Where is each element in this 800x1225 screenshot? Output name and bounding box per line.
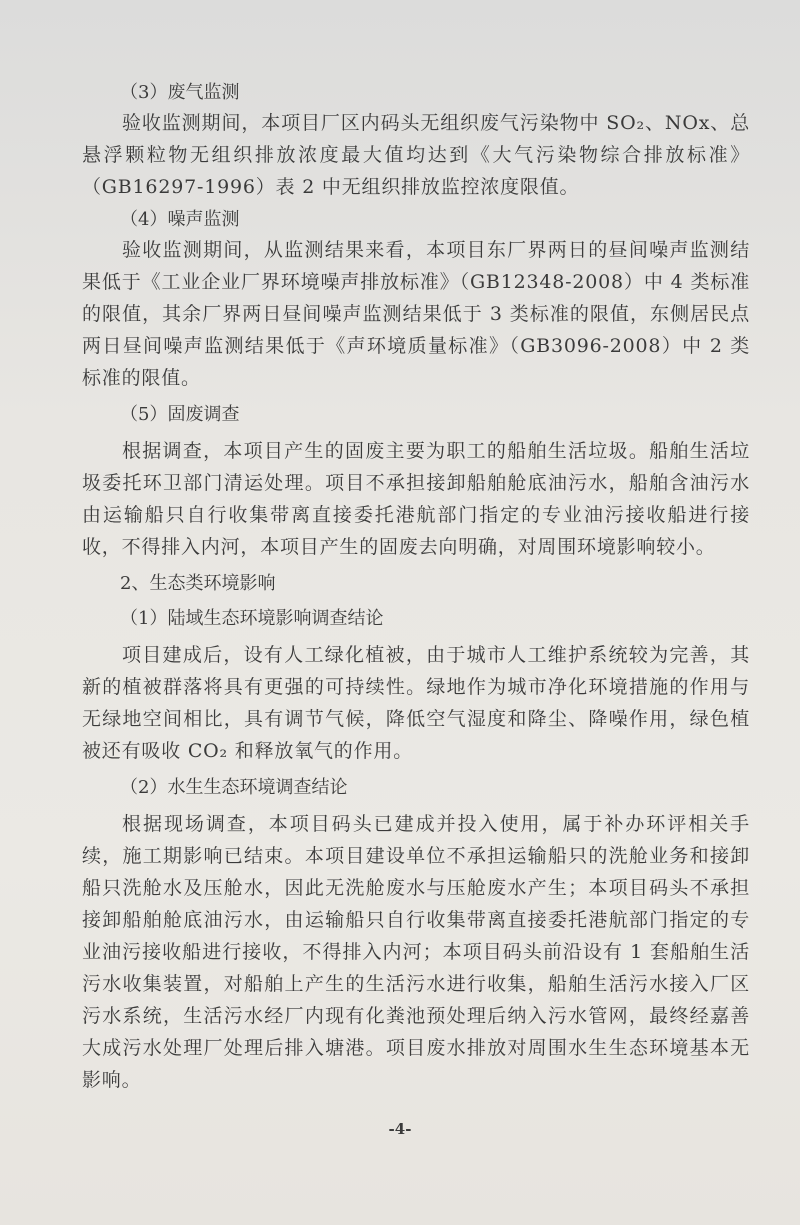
page-content [82,78,750,1098]
para-waste-gas: 验收监测期间，本项目厂区内码头无组织废气污染物中 SO₂、NOx、总悬浮颗粒物无组织排放浓度最大值均达到《大气污染物综合排放标准》（GB16297-1996）表 2 中无组织排放监控浓度限值。 [82,112,750,198]
page-number: -4- [388,1120,412,1138]
para-solid-waste: 根据调查，本项目产生的固废主要为职工的船舶生活垃圾。船舶生活垃圾委托环卫部门清运处理。项目不承担接卸船舶舱底油污水，船舶含油污水由运输船只自行收集带离直接委托港航部门指定的专业油污接收船进行接收，不得排入内河，本项目产生的固废去向明确，对周围环境影响较小。 [82,440,750,558]
para-land-ecology: 项目建成后，设有人工绿化植被，由于城市人工维护系统较为完善，其新的植被群落将具有更强的可持续性。绿地作为城市净化环境措施的作用与无绿地空间相比，具有调节气候，降低空气湿度和降尘、降噪作用，绿色植被还有吸收 CO₂ 和释放氧气的作用。 [82,644,750,762]
section-2-title: 2、生态类环境影响 [120,573,276,594]
heading-waste-gas: （3）废气监测 [120,82,240,103]
heading-water-ecology: （2）水生生态环境调查结论 [120,777,348,798]
heading-solid-waste: （5）固废调查 [120,404,240,425]
heading-noise: （4）噪声监测 [120,209,240,230]
heading-land-ecology: （1）陆域生态环境影响调查结论 [120,608,384,629]
para-water-ecology: 根据现场调查，本项目码头已建成并投入使用，属于补办环评相关手续，施工期影响已结束。本项目建设单位不承担运输船只的洗舱业务和接卸船只洗舱水及压舱水，因此无洗舱废水与压舱废水产生；本项目码头不承担接卸船舶舱底油污水，由运输船只自行收集带离直接委托港航部门指定的专业油污接收船进行接收，不得排入内河；本项目码头前沿设有 1 套船舶生活污水收集装置，对船舶上产生的生活污水进行收集，船舶生活污水接入厂区污水系统，生活污水经厂内现有化粪池预处理后纳入污水管网，最终经嘉善大成污水处理厂处理后排入塘港。项目废水排放对周围水生生态环境基本无影响。 [82,813,750,1091]
para-noise: 验收监测期间，从监测结果来看，本项目东厂界两日的昼间噪声监测结果低于《工业企业厂界环境噪声排放标准》（GB12348-2008）中 4 类标准的限值，其余厂界两日昼间噪声监测结果低于 3 类标准的限值，东侧居民点两日昼间噪声监测结果低于《声环境质量标准》（GB3096-2008）中 2 类标准的限值。 [82,239,750,389]
